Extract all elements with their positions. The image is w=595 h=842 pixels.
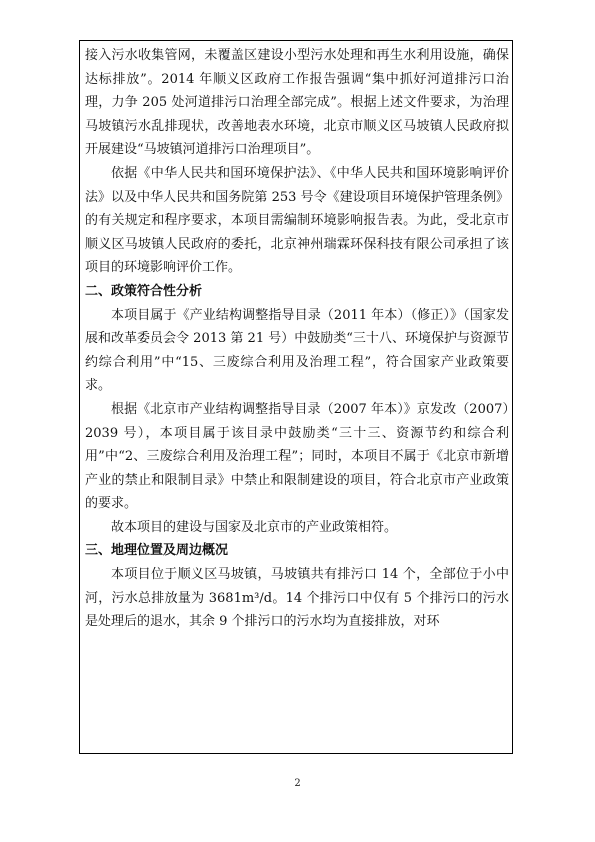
paragraph-4: 根据《北京市产业结构调整指导目录（2007 年本）》京发改（2007）2039 号），本项目属于该目录中鼓励类“三十三、资源节约和综合利用”中“2、三废综合利用及治理工程”；同时，本项目不属于《北京市新增产业的禁止和限制目录》中禁止和限制建设的项目，符合北京市产业政策的要求。 — [85, 401, 509, 512]
paragraph-3: 本项目属于《产业结构调整指导目录（2011 年本）（修正）》（国家发展和改革委员会令 2013 第 21 号）中鼓励类“三十八、环境保护与资源节约综合利用”中“15、三废综合利用及治理工程”，符合国家产业政策要求。 — [85, 307, 509, 394]
paragraph-1: 接入污水收集管网，未覆盖区建设小型污水处理和再生水利用设施，确保达标排放”。2014 年顺义区政府工作报告强调“集中抓好河道排污口治理，力争 205 处河道排污口治理全部完成”。根据上述文件要求，为治理马坡镇污水乱排现状，改善地表水环境，北京市顺义区马坡镇人民政府拟开展建设“马坡镇河道排污口治理项目”。 — [85, 48, 509, 158]
document-body — [85, 44, 509, 634]
paragraph-2: 依据《中华人民共和国环境保护法》、《中华人民共和国环境影响评价法》以及中华人民共和国务院第 253 号令《建设项目环境保护管理条例》的有关规定和程序要求，本项目需编制环境影响报告表。为此，受北京市顺义区马坡镇人民政府的委托，北京神州瑞霖环保科技有限公司承担了该项目的环境影响评价工作。 — [85, 165, 509, 276]
paragraph-6: 本项目位于顺义区马坡镇，马坡镇共有排污口 14 个，全部位于小中河，污水总排放量为 3681m³/d。14 个排污口中仅有 5 个排污口的污水是处理后的退水，其余 9 个排污口的污水均为直接排放，对环 — [85, 567, 509, 630]
page-number: 2 — [294, 778, 301, 789]
section-heading-policy: 二、政策符合性分析 — [85, 283, 203, 299]
section-heading-location: 三、地理位置及周边概况 — [85, 543, 229, 559]
paragraph-5: 故本项目的建设与国家及北京市的产业政策相符。 — [111, 519, 398, 535]
